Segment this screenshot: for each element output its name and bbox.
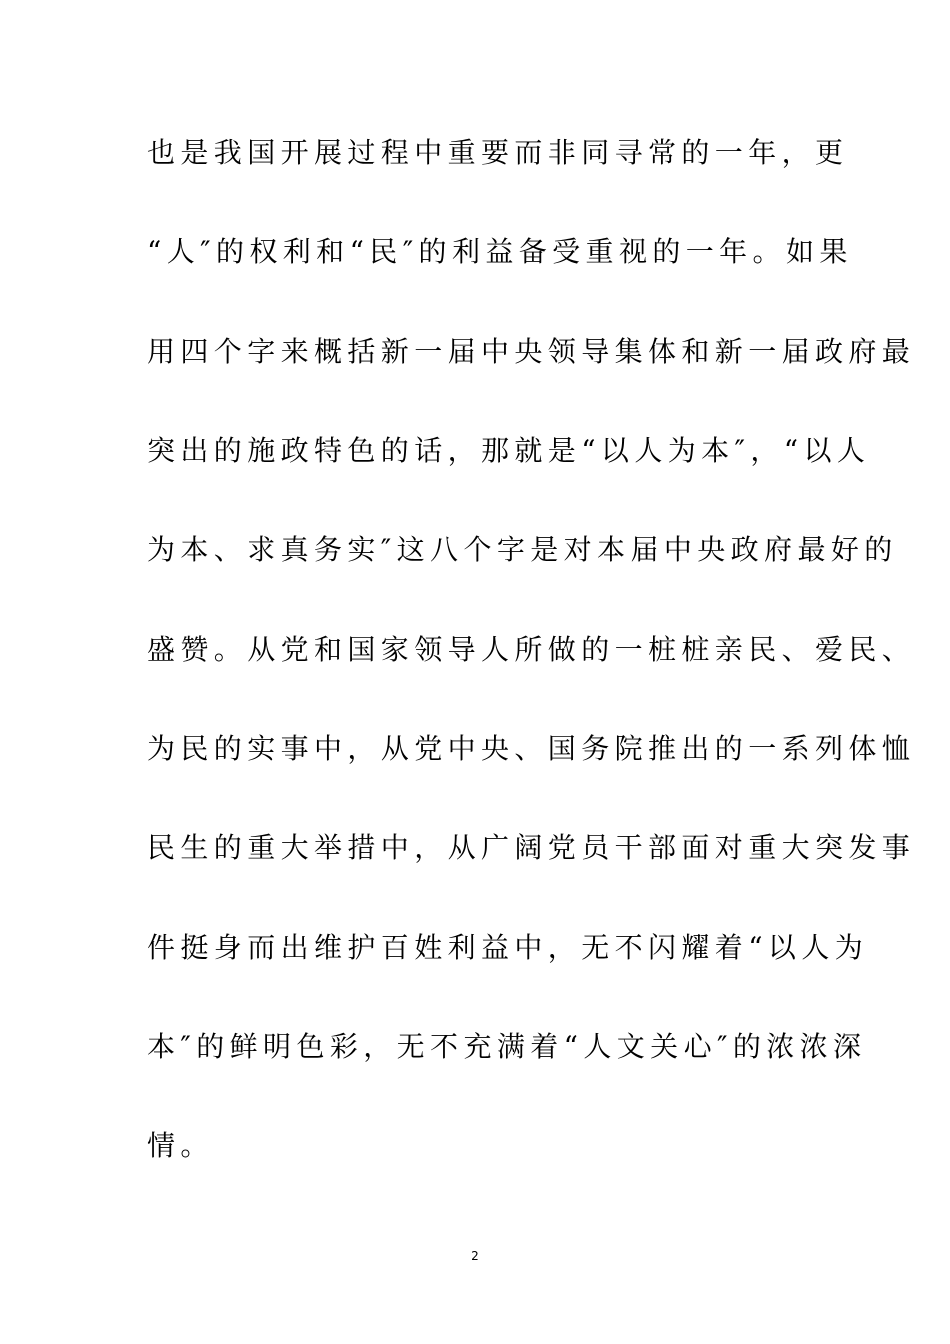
body-text-line: 为民的实事中，从党中央、国务院推出的一系列体恤 bbox=[147, 732, 916, 765]
body-text-line: 本″的鲜明色彩，无不充满着“人文关心″的浓浓深 bbox=[147, 1030, 867, 1063]
body-text-line: 也是我国开展过程中重要而非同寻常的一年，更 bbox=[147, 136, 849, 169]
body-text-line: 突出的施政特色的话，那就是“以人为本″，“以人 bbox=[147, 434, 871, 467]
body-text-line: 为本、求真务实″这八个字是对本届中央政府最好的 bbox=[147, 533, 898, 566]
body-text-line: “人″的权利和“民″的利益备受重视的一年。如果 bbox=[147, 235, 853, 268]
page-number: 2 bbox=[471, 1249, 479, 1263]
body-text-line: 民生的重大举措中，从广阔党员干部面对重大突发事 bbox=[147, 831, 916, 864]
body-text-line: 用四个字来概括新一届中央领导集体和新一届政府最 bbox=[147, 335, 916, 368]
body-text-line: 盛赞。从党和国家领导人所做的一桩桩亲民、爱民、 bbox=[147, 633, 916, 666]
body-text-line: 情。 bbox=[147, 1129, 214, 1162]
body-text-line: 件挺身而出维护百姓利益中，无不闪耀着“以人为 bbox=[147, 931, 869, 964]
